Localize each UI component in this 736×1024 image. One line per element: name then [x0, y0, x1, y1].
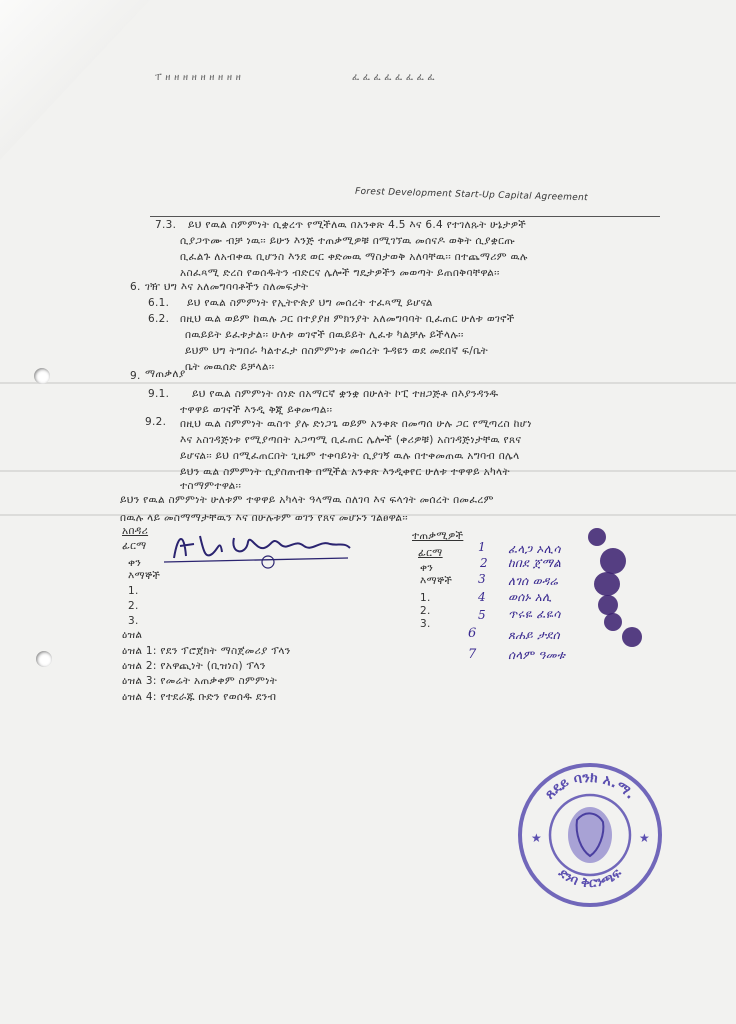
annex-label: ዕዝል: [122, 629, 143, 641]
clause-line: ሲያጋጥሙ ብቻ ነዉ፡፡ ይሁን እንጅ ተጠቃሚዎቹ በሚገኘዉ መሰናዶ ወቅት ሲያቋርጡ: [180, 235, 516, 247]
annex-item: ዕዝል 2: የአዋጪነት (ቢዝነስ) ፕላን: [122, 660, 266, 672]
lender-date-label: ቀን: [128, 557, 142, 569]
beneficiary-name: ከበደ ጀማል: [508, 556, 562, 570]
top-code-right: ፈ ፈ ፈ ፈ ፈ ፈ ፈ ፈ: [352, 72, 435, 83]
signature-text: [184, 532, 283, 560]
beneficiary-number: 1: [478, 540, 486, 554]
header-rule: [150, 216, 660, 217]
clause-number: 9.1.: [148, 388, 170, 400]
clause-line: ቢፈልጉ ለአብቀዉ ቢሆንስ እንደ ወር ቀድመዉ ማስታወቅ አለባቸዉ፡፡ በተጨማሪም ዉሉ: [180, 251, 528, 263]
lender-handwritten-signature: [160, 524, 360, 570]
beneficiary-name: ጸሐይ ታደሰ: [508, 628, 560, 642]
section-number: 9.: [130, 370, 141, 382]
clause-number: 7.3.: [155, 219, 177, 231]
section-title: ማጠቃለያ: [145, 368, 186, 380]
annex-item: ዕዝል 1: የደን ፕሮጀክት ማስጀመሪያ ፕላን: [122, 645, 291, 657]
witness-item: 2.: [128, 600, 139, 612]
beneficiary-number: 3: [478, 572, 486, 586]
beneficiary-name: ሰላም ዓመቱ: [508, 648, 566, 662]
witness-item: 1.: [420, 592, 431, 604]
fingerprint-mark: [588, 528, 606, 546]
clause-line: ተዋዋይ ወገኖች እንዲ ቅጂ ይቀመጣል፡፡: [180, 404, 333, 416]
closing-line: በዉሉ ላይ መስማማታቸዉን እና በሁሉቱም ወገን የጸና መሆኑን ገልፀዋል፡፡: [120, 512, 408, 524]
running-title: Forest Development Start-Up Capital Agreement: [354, 186, 589, 204]
clause-line: ተስማምተዋል፡፡: [180, 480, 242, 492]
clause-line: አስፈጻሚ ድረስ የወሰዱትን ብድርና ሌሎች ግዴታዎችን መወጣት ይጠበቅባቸዋል፡፡: [180, 267, 500, 279]
witness-item: 3.: [420, 618, 431, 630]
clause-line: እና አስገዳጅነቱ የሚያጣበት አጋጣሚ ቢፈጠር ሌሎች (ቀሪዎቹ) አስገዳጅነታቸዉ የጸና: [180, 434, 522, 446]
fingerprint-mark: [604, 613, 622, 631]
clause-number: 9.2.: [145, 416, 167, 428]
punch-hole: [34, 368, 50, 384]
scan-artifact: [0, 382, 736, 384]
closing-line: ይህን የዉል ስምምነት ሁለቱም ተዋዋይ አካላት ዓላማዉ ስለገባ እና ፍላጎት መሰረት በመፈረም: [120, 494, 494, 506]
bank-stamp: [515, 760, 665, 910]
witness-label: እማኞች: [128, 570, 161, 582]
top-code-left: ፐ ዘ ዘ ዘ ዘ ዘ ዘ ዘ ዘ ዘ: [155, 72, 242, 83]
clause-number: 6.1.: [148, 297, 170, 309]
clause-line: ይህን ዉል ስምምነት ሲያስጠብቅ በሚችል አንቀጽ እንዲቀየር ሁለቱ ተዋዋይ አካላት: [180, 466, 510, 478]
clause-line: ይህ የዉል ስምምነት ሲቋረጥ የሚችለዉ በአንቀጽ 4.5 እና 6.4 የተገለጹት ሁኔታዎች: [188, 219, 527, 231]
witness-item: 2.: [420, 605, 431, 617]
punch-hole: [36, 651, 52, 667]
fingerprint-mark: [598, 595, 618, 615]
fingerprint-mark: [594, 572, 620, 596]
beneficiary-number: 2: [480, 556, 488, 570]
clause-line: ይህ የዉል ስምምነት የኢትዮጵያ ህግ መሰረት ተፈጻሚ ይሆናል: [187, 297, 433, 309]
fingerprint-mark: [600, 548, 626, 574]
stamp-bottom-text: ደንባ ቅርንጫፍ: [555, 865, 625, 892]
clause-line: በዉይይት ይፈቱታል፡፡ ሁለቱ ወገኖች በዉይይት ሊፈቱ ካልቻሉ ይችላሉ፡፡: [185, 329, 464, 341]
lender-signature-label: ፊርማ: [122, 540, 147, 552]
lender-heading: አበዳሪ: [122, 525, 149, 537]
clause-line: ይህም ህግ ትግበራ ካልተፈታ በስምምነቱ መሰረት ጉዳዩን ወደ መደበኛ ፍ/ቤት: [185, 345, 489, 357]
beneficiary-name: ፈላጋ ኦሊሳ: [508, 542, 561, 556]
witness-item: 3.: [128, 615, 139, 627]
beneficiary-number: 6: [468, 626, 477, 641]
clause-number: 6.2.: [148, 313, 170, 325]
fingerprint-mark: [622, 627, 642, 647]
beneficiaries-heading: ተጠቃሚዎች: [412, 530, 464, 542]
clause-line: በዚህ ዉል ስምምነት ዉስጥ ያሉ ድነጋጌ ወይም አንቀጽ በመጣሰ ሁሉ ጋር የሚጣረስ ከሆነ: [180, 418, 532, 430]
clause-line: ይሆናል፡፡ ይህ በሚፈጠርበት ጊዜም ተቀባይነት ሲያገኝ ዉሉ በተቀመጠዉ አግባብ በሌላ: [180, 450, 520, 462]
folded-corner: [0, 0, 150, 160]
clause-line: ይህ የዉል ስምምነት ሰነድ በአማርኛ ቋንቋ በሁለት ኮፒ ተዘጋጅቶ በእያንዳንዱ: [192, 388, 499, 400]
beneficiaries-date-label: ቀን: [420, 562, 434, 574]
annex-item: ዕዝል 4: የተደራጁ ቡድን የወሰዱ ደንብ: [122, 691, 277, 703]
annex-item: ዕዝል 3: የመሬት አጠቃቀም ስምምነት: [122, 675, 278, 687]
stamp-ring-text: ጸደይ ባንክ አ.ማ.: [541, 769, 639, 803]
beneficiary-number: 7: [468, 647, 477, 662]
witness-label: እማኞች: [420, 575, 453, 587]
clause-line: በዚህ ዉል ወይም ከዉሉ ጋር በተያያዘ ምክንያት አለመግባባት ቢፈጠር ሁለቱ ወገኖች: [180, 313, 515, 325]
beneficiary-number: 4: [478, 590, 486, 604]
witness-item: 1.: [128, 585, 139, 597]
svg-text:★: ★: [531, 831, 542, 845]
clause-line: ቤት መዉሰድ ይቻላል፡፡: [185, 361, 275, 373]
beneficiary-number: 5: [478, 608, 486, 622]
beneficiary-name: ጥሩዬ ፈዬሳ: [508, 607, 561, 621]
section-number: 6.: [130, 281, 141, 293]
svg-text:ደንባ ቅርንጫፍ: [555, 865, 626, 891]
beneficiary-name: ወሰኑ አሊ: [508, 590, 552, 604]
section-title: ገዥ ህግ እና አለመግባባቶችን ስለመፍታት: [145, 281, 309, 293]
beneficiaries-signature-label: ፊርማ: [418, 547, 443, 559]
svg-text:★: ★: [639, 831, 650, 845]
beneficiary-name: ለገሰ ወዳሬ: [508, 574, 559, 588]
